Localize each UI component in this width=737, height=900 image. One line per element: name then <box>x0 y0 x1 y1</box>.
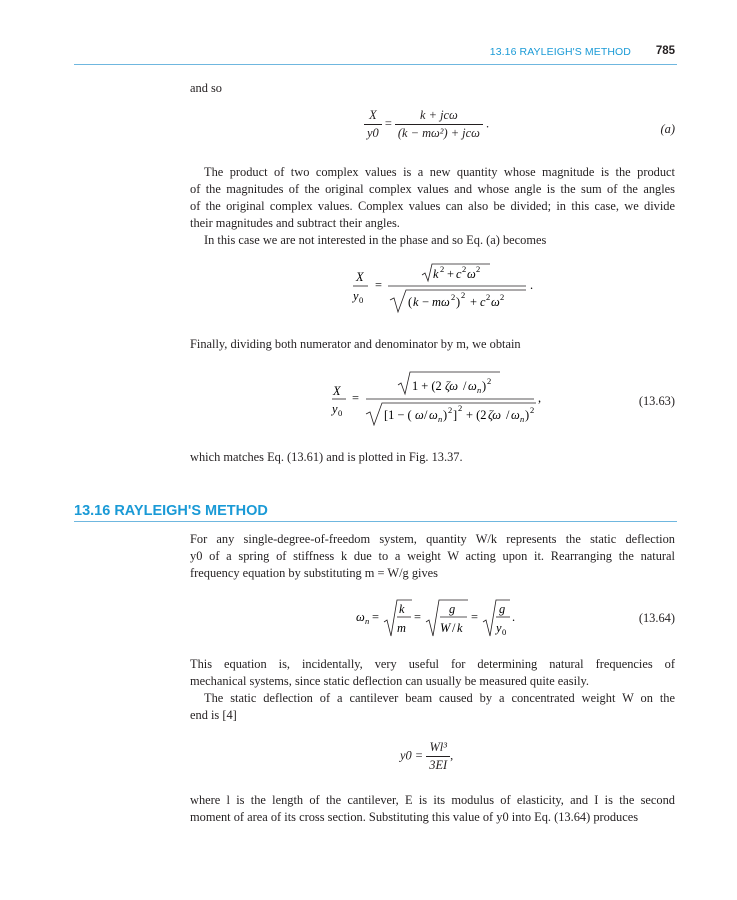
svg-text:k: k <box>399 602 405 616</box>
svg-text:g: g <box>499 602 506 616</box>
paragraph-phase: In this case we are not interested in the phase and so Eq. (a) becomes <box>204 233 547 247</box>
svg-text:n: n <box>477 385 482 395</box>
svg-text:−: − <box>422 295 429 309</box>
svg-text:ω: ω <box>415 408 424 422</box>
equation-13-63-label: (13.63) <box>638 394 675 408</box>
svg-text:mω: mω <box>432 295 450 309</box>
svg-text:n: n <box>365 616 370 626</box>
svg-text:2: 2 <box>500 292 505 302</box>
svg-text:0: 0 <box>359 295 364 305</box>
svg-text:2: 2 <box>487 376 492 386</box>
svg-text:ζω: ζω <box>488 408 502 422</box>
svg-text:/: / <box>424 408 428 422</box>
svg-text:0: 0 <box>338 408 343 418</box>
svg-text:k: k <box>457 621 463 635</box>
svg-text:2: 2 <box>458 403 463 413</box>
svg-text:): ) <box>456 295 461 309</box>
svg-text:+: + <box>447 267 454 281</box>
svg-text:c: c <box>456 267 462 281</box>
svg-text:/: / <box>506 408 510 422</box>
svg-text:ω: ω <box>467 267 476 281</box>
svg-text:+ (2: + (2 <box>466 408 487 422</box>
svg-text:ω: ω <box>511 408 520 422</box>
svg-text:/: / <box>452 621 456 635</box>
svg-text:k: k <box>413 295 419 309</box>
svg-text:X: X <box>356 270 364 284</box>
page-number: 785 <box>655 45 675 57</box>
svg-text:k: k <box>433 267 439 281</box>
equation-deflection: y0 = $\frac{\text{Wl³}}{3EI}$ , <box>400 740 454 772</box>
svg-text:ζω: ζω <box>445 379 459 393</box>
svg-text:=: = <box>372 610 379 624</box>
section-heading-text: 13.16 RAYLEIGH'S METHOD <box>74 503 268 519</box>
svg-text:): ) <box>525 408 530 422</box>
running-header <box>74 42 677 65</box>
svg-text:y: y <box>332 402 338 416</box>
svg-text:=: = <box>471 610 478 624</box>
svg-text:): ) <box>482 379 487 393</box>
svg-text:ω: ω <box>491 295 500 309</box>
svg-text:0: 0 <box>502 627 507 637</box>
section-heading <box>74 503 677 522</box>
svg-text:y: y <box>353 289 359 303</box>
svg-text:2: 2 <box>530 405 535 415</box>
svg-text:.: . <box>512 610 516 624</box>
running-header-title: 13.16 RAYLEIGH'S METHOD <box>489 46 631 58</box>
equation-a-label: (a) <box>660 122 675 136</box>
svg-text:.: . <box>530 278 534 292</box>
paragraph-finally: Finally, dividing both numerator and denominator by m, we obtain <box>190 337 521 351</box>
svg-text:2: 2 <box>461 290 466 300</box>
equation-13-63 <box>330 366 550 426</box>
paragraph-useful: This equation is, incidentally, very useful for determining natural frequencies of mechanical systems, since static deflection can usually be measured quite easily. <box>190 657 675 688</box>
svg-text:g: g <box>449 602 456 616</box>
svg-text:=: = <box>414 610 421 624</box>
svg-text:2: 2 <box>440 264 445 274</box>
equation-13-64-label: (13.64) <box>638 611 675 625</box>
equation-13-64 <box>354 596 524 642</box>
svg-text:1 + (2: 1 + (2 <box>412 379 442 393</box>
svg-text:): ) <box>443 408 448 422</box>
svg-text:]: ] <box>453 408 458 422</box>
paragraph-complex: The product of two complex values is a new quantity whose magnitude is the product of the magnitudes of the original complex values and whose angle is the sum of the angles of the original complex values. Complex values can also be divided; in this case, we divide their magnitudes and subtract their angles. <box>190 165 675 230</box>
intro-text: and so <box>190 81 223 95</box>
svg-text:2: 2 <box>486 292 491 302</box>
svg-text:m: m <box>397 621 406 635</box>
equation-magnitude <box>350 258 540 314</box>
svg-text:2: 2 <box>462 264 467 274</box>
svg-text:2: 2 <box>448 405 453 415</box>
paragraph-matches: which matches Eq. (13.61) and is plotted in Fig. 13.37. <box>190 450 463 464</box>
svg-text:/: / <box>463 379 467 393</box>
equation-a: $\frac{X}{y0}$ = $\frac{\text{k + jcω}}{\text{(k − mω²) + jcω}}$ . <box>364 108 489 141</box>
svg-text:y: y <box>496 621 502 635</box>
paragraph-cantilever: The static deflection of a cantilever beam caused by a concentrated weight W on the end is [4] <box>190 691 675 722</box>
svg-text:X: X <box>333 384 341 398</box>
svg-text:[1 − (: [1 − ( <box>384 408 412 422</box>
svg-text:,: , <box>538 391 542 405</box>
svg-text:+: + <box>470 295 477 309</box>
svg-text:n: n <box>438 414 443 424</box>
svg-text:W: W <box>440 621 451 635</box>
svg-text:c: c <box>480 295 486 309</box>
svg-text:=: = <box>352 391 359 405</box>
svg-text:2: 2 <box>476 264 481 274</box>
svg-text:ω: ω <box>468 379 477 393</box>
svg-text:ω: ω <box>429 408 438 422</box>
svg-text:(: ( <box>408 295 413 309</box>
paragraph-rayleigh: For any single-degree-of-freedom system, quantity W/k represents the static deflection y0 of a spring of stiffness k due to a weight W acting upon it. Rearranging the natural frequency equation by substituting m = W/g gives <box>190 532 675 580</box>
svg-text:=: = <box>375 278 382 292</box>
paragraph-where: where l is the length of the cantilever, E is its modulus of elasticity, and I is the second moment of area of its cross section. Substituting this value of y0 into Eq. (13.64) produces <box>190 793 675 824</box>
svg-text:ω: ω <box>356 610 365 624</box>
svg-text:n: n <box>520 414 525 424</box>
svg-text:2: 2 <box>451 292 456 302</box>
